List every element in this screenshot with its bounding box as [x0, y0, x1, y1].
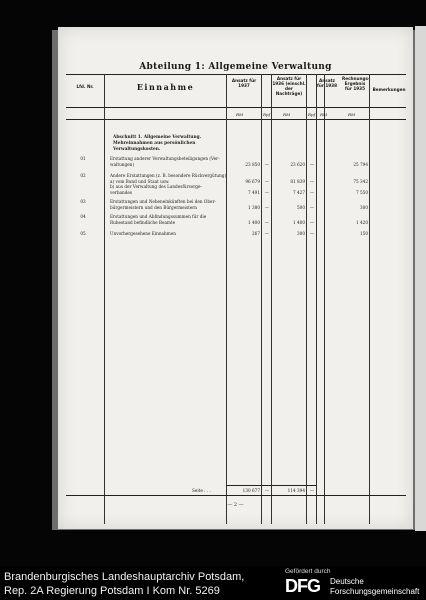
header-einnahme: Einnahme [136, 82, 195, 92]
value-1935: 75 342 [353, 178, 368, 184]
pf-1937: — [264, 161, 270, 167]
subsection-title [113, 135, 233, 153]
pf-1937: — [264, 219, 270, 225]
value-1937: 267 [252, 231, 260, 236]
row-text-line: a) vom Bund und Staat usw. [110, 178, 170, 184]
value-1937: 23 850 [245, 161, 260, 167]
page-total-label: Seite . . . [192, 488, 211, 493]
subsection-line: Abschnitt 1. Allgemeine Verwaltung. [113, 135, 202, 140]
pf-1937: — [264, 189, 270, 195]
row-text-line: verbandes [110, 189, 133, 195]
value-1937: 1 400 [248, 219, 260, 225]
row-text [110, 199, 228, 210]
value-1936: 7 427 [293, 189, 305, 195]
funded-by-label: Gefördert durch [285, 568, 331, 575]
value-1937: 96 679 [245, 178, 260, 184]
pf-1936: — [309, 178, 315, 184]
row-number: 05 [80, 231, 86, 236]
unit-row-rule [66, 119, 406, 120]
pf-1936: — [309, 219, 315, 225]
value-1935: 1 420 [356, 219, 368, 225]
unit-rm: RM [320, 112, 328, 117]
header-ansatz-1937: Ansatz für 1937 [231, 78, 257, 88]
pf-1937: — [264, 231, 270, 236]
header-bottom-rule [66, 107, 406, 108]
row-text-line: bürgermeistern und den Bürgermeistern [110, 204, 197, 210]
archive-line: Brandenburgisches Landeshauptarchiv Potsdam, [4, 571, 245, 583]
total-rule [226, 485, 316, 486]
value-1936: 500 [297, 204, 305, 210]
dfg-org-line: Deutsche [330, 577, 364, 586]
value-1936: 300 [297, 231, 305, 236]
row-text-line: Erstattung anderer Verwaltungsbeteiligungen (Ver- [110, 156, 220, 161]
header-ansatz-1936: Ansatz für 1936 (einschl. der Nachträge) [272, 76, 306, 96]
subsection-line: Mehreinnahmen aus persönlichen Verwaltungskosten. [113, 141, 196, 152]
row-text-line: Erstattungen und Nebeneinkünften bei den Ober- [110, 199, 216, 204]
pf-1937: — [264, 178, 270, 184]
dfg-org-name [330, 577, 419, 597]
row-number: 02 [80, 173, 86, 178]
document-page [58, 27, 413, 529]
unit-rpf: Rpf [263, 112, 271, 117]
pf-1936: — [309, 161, 315, 167]
section-title: Abteilung 1: Allgemeine Verwaltung [139, 62, 332, 72]
column-rule [261, 74, 262, 524]
row-text [110, 231, 228, 237]
page-number: — 2 — [227, 502, 244, 508]
column-rule [104, 74, 105, 524]
row-text [110, 214, 228, 225]
total-pf-1937: — [264, 488, 270, 493]
row-number: 03 [80, 199, 86, 204]
pf-1937: — [264, 204, 270, 210]
unit-rpf: Rpf [308, 112, 316, 117]
row-text-line: Andere Erstattungen (z. B. besondere Rückvergütung) [110, 173, 227, 178]
row-text [110, 173, 228, 195]
archive-footer-bar [0, 566, 426, 600]
archive-line: Rep. 2A Regierung Potsdam I Kom Nr. 5269 [4, 585, 220, 597]
pf-1936: — [309, 189, 315, 195]
value-1935: 300 [360, 204, 368, 210]
header-bemerkungen: Bemerkungen [372, 87, 406, 92]
dfg-logo: DFG [285, 576, 320, 596]
dfg-org-line: Forschungsgemeinschaft [330, 587, 420, 596]
column-rule [324, 74, 325, 524]
adjacent-page-strip [415, 26, 426, 531]
row-text-line: Erstattungen und Abfindungssummen für die [110, 214, 207, 219]
value-1936: 81 839 [290, 178, 305, 184]
column-rule [271, 74, 272, 524]
table-bottom-rule [66, 495, 406, 496]
column-rule [369, 74, 370, 524]
row-number: 01 [80, 156, 86, 161]
value-1936: 23 620 [290, 161, 305, 167]
header-rechnung-1935: Rechnungs-Ergebnis für 1935 [342, 76, 370, 91]
column-rule [316, 74, 317, 524]
unit-rm: RM [283, 112, 291, 117]
row-number: 04 [80, 214, 86, 219]
value-1935: 25 794 [353, 161, 368, 167]
unit-rm: RM [348, 112, 356, 117]
row-text-line: waltungen) [110, 161, 134, 167]
column-rule [306, 74, 307, 524]
value-1937: 7 491 [248, 189, 260, 195]
header-ansatz-1938: Ansatz für 1938 [317, 78, 337, 88]
total-1937: 130 677 [242, 488, 260, 493]
value-1935: 7 550 [356, 189, 368, 195]
total-1936: 114 394 [287, 488, 305, 493]
pf-1936: — [309, 204, 315, 210]
value-1936: 1 400 [293, 219, 305, 225]
row-text-line: Unvorhergesehene Einnahmen [110, 231, 176, 236]
value-1935: 150 [360, 231, 368, 236]
archive-citation [4, 570, 244, 598]
total-pf-1936: — [309, 488, 315, 493]
row-text-line: b) aus der Verwaltung des Landesfürsorge- [110, 184, 202, 190]
header-top-rule [66, 74, 406, 75]
header-nr: Lfd. Nr. [76, 84, 94, 89]
pf-1936: — [309, 231, 315, 236]
row-text-line: Ruhestand befindliche Beamte [110, 219, 176, 225]
value-1937: 1 380 [248, 204, 260, 210]
unit-rm: RM [236, 112, 244, 117]
row-text [110, 156, 228, 167]
